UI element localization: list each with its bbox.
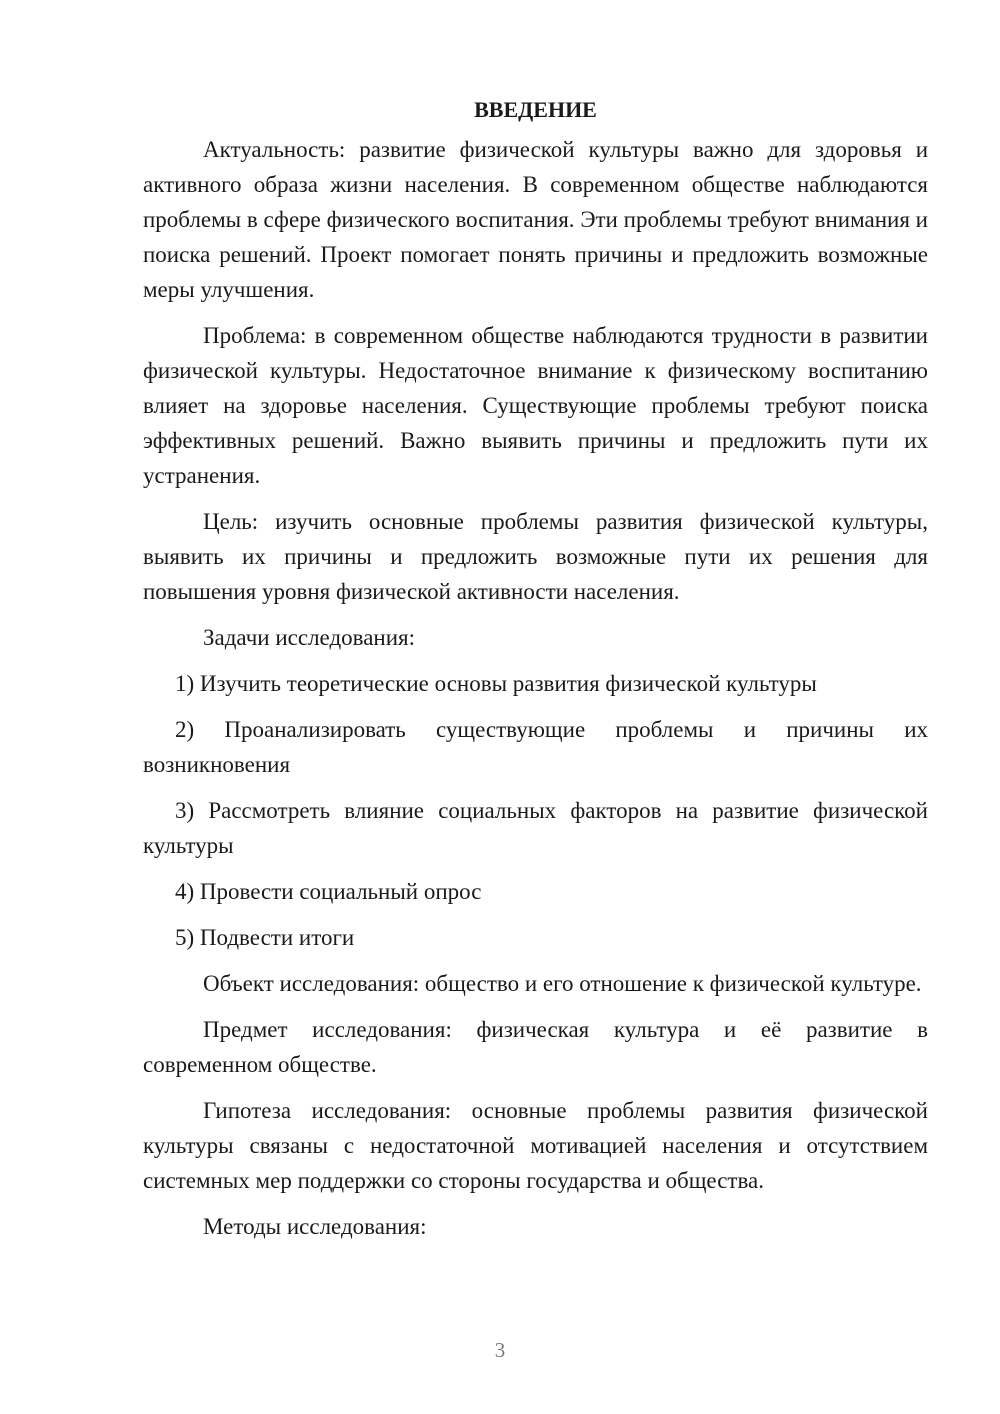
methods-heading: Методы исследования: — [203, 1214, 427, 1239]
goal-paragraph: Цель: изучить основные проблемы развития физической культуры, выявить их причины и предложить возможные пути их решения для повышения уровня физической активности населения. — [143, 509, 928, 604]
subject-paragraph: Предмет исследования: физическая культура и её развитие в современном обществе. — [143, 1017, 928, 1077]
tasks-heading: Задачи исследования: — [203, 625, 416, 650]
page-content — [143, 92, 928, 1255]
task-item: 4) Провести социальный опрос — [175, 879, 482, 904]
page-number: 3 — [494, 1338, 506, 1362]
relevance-paragraph: Актуальность: развитие физической культуры важно для здоровья и активного образа жизни населения. В современном обществе наблюдаются проблемы в сфере физического воспитания. Эти проблемы требуют внимания и поиска решений. Проект помогает понять причины и предложить возможные меры улучшения. — [143, 137, 928, 302]
hypothesis-paragraph: Гипотеза исследования: основные проблемы развития физической культуры связаны с недостаточной мотивацией населения и отсутствием системных мер поддержки со стороны государства и общества. — [143, 1098, 928, 1193]
task-item: 2) Проанализировать существующие проблемы и причины их возникновения — [143, 717, 928, 777]
object-paragraph: Объект исследования: общество и его отношение к физической культуре. — [203, 971, 922, 996]
problem-paragraph: Проблема: в современном обществе наблюдаются трудности в развитии физической культуры. Недостаточное внимание к физическому воспитанию влияет на здоровье населения. Существующие проблемы требуют поиска эффективных решений. Важно выявить причины и предложить пути их устранения. — [143, 323, 928, 488]
section-heading: ВВЕДЕНИЕ — [474, 97, 597, 122]
task-item: 5) Подвести итоги — [175, 925, 355, 950]
task-item: 3) Рассмотреть влияние социальных факторов на развитие физической культуры — [143, 798, 928, 858]
task-item: 1) Изучить теоретические основы развития физической культуры — [175, 671, 817, 696]
